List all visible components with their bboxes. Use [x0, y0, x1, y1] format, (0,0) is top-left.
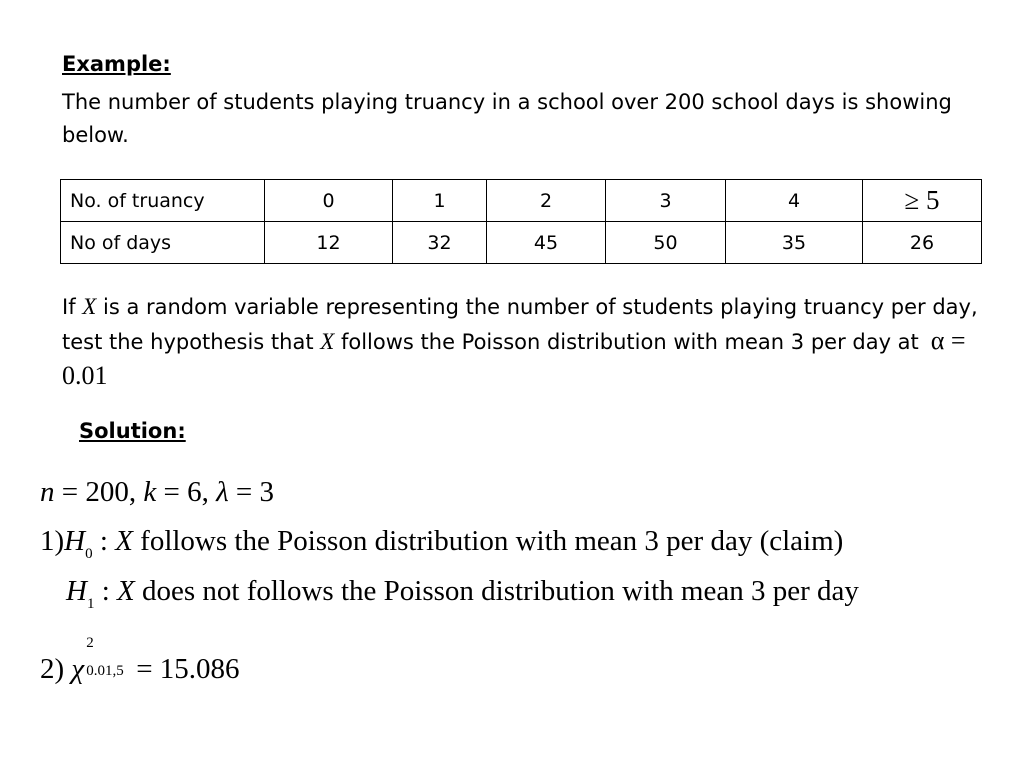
- solution-heading: Solution:: [79, 419, 186, 443]
- math-text: :: [94, 575, 118, 607]
- table-cell: ≥ 5: [863, 180, 982, 222]
- math-text: = 6,: [156, 476, 217, 508]
- significance-level: α = 0.01: [62, 326, 966, 390]
- table-cell: 32: [393, 222, 487, 264]
- question-part: If: [62, 295, 83, 319]
- math-var: χ: [71, 653, 85, 685]
- math-var: X: [115, 525, 133, 557]
- math-text: :: [92, 525, 116, 557]
- math-var: λ: [216, 476, 229, 508]
- table-cell: 26: [863, 222, 982, 264]
- step-number: 1): [40, 525, 65, 557]
- parameters-line: [40, 476, 274, 509]
- math-text: does not follows the Poisson distribution with mean 3 per day: [134, 575, 859, 607]
- table-row: [61, 222, 982, 264]
- table-cell: 4: [726, 180, 863, 222]
- math-var: H: [66, 575, 87, 607]
- question-part: is a random variable representing the number of students playing truancy per day, test the hypothesis that: [62, 295, 978, 354]
- step-number: 2): [40, 653, 72, 685]
- math-text: = 200,: [54, 476, 144, 508]
- table-cell: 50: [606, 222, 726, 264]
- math-subscript: 0.01,5: [86, 663, 124, 679]
- question-part: follows the Poisson distribution with mean 3 per day at: [334, 330, 919, 354]
- math-var: H: [64, 525, 86, 557]
- critical-value: = 15.086: [136, 653, 240, 685]
- table-cell: 3: [606, 180, 726, 222]
- variable-x: X: [82, 294, 97, 319]
- example-intro-text: The number of students playing truancy in a school over 200 school days is showing below.: [62, 90, 952, 147]
- math-subscript: 0: [85, 546, 93, 562]
- truancy-table: [60, 179, 982, 264]
- math-var: X: [117, 575, 135, 607]
- math-text: = 3: [228, 476, 275, 508]
- alternative-hypothesis-line: [66, 575, 859, 613]
- question-text: [62, 290, 982, 394]
- math-var: n: [40, 476, 55, 508]
- math-var: k: [143, 476, 157, 508]
- table-cell: 2: [487, 180, 606, 222]
- table-cell: 45: [487, 222, 606, 264]
- table-cell: 1: [393, 180, 487, 222]
- table-row: [61, 180, 982, 222]
- math-subscript: 1: [86, 596, 95, 612]
- table-cell: 12: [265, 222, 393, 264]
- table-cell: 35: [726, 222, 863, 264]
- variable-x: X: [320, 329, 335, 354]
- critical-value-line: [40, 635, 240, 686]
- null-hypothesis-line: [40, 525, 843, 563]
- math-text: follows the Poisson distribution with mean 3 per day (claim): [132, 525, 844, 557]
- row-label: No. of truancy: [61, 180, 265, 222]
- math-scripts: [84, 635, 136, 679]
- row-label: No of days: [61, 222, 265, 264]
- example-heading: Example:: [62, 52, 171, 76]
- table-cell: 0: [265, 180, 393, 222]
- math-superscript: 2: [86, 635, 94, 651]
